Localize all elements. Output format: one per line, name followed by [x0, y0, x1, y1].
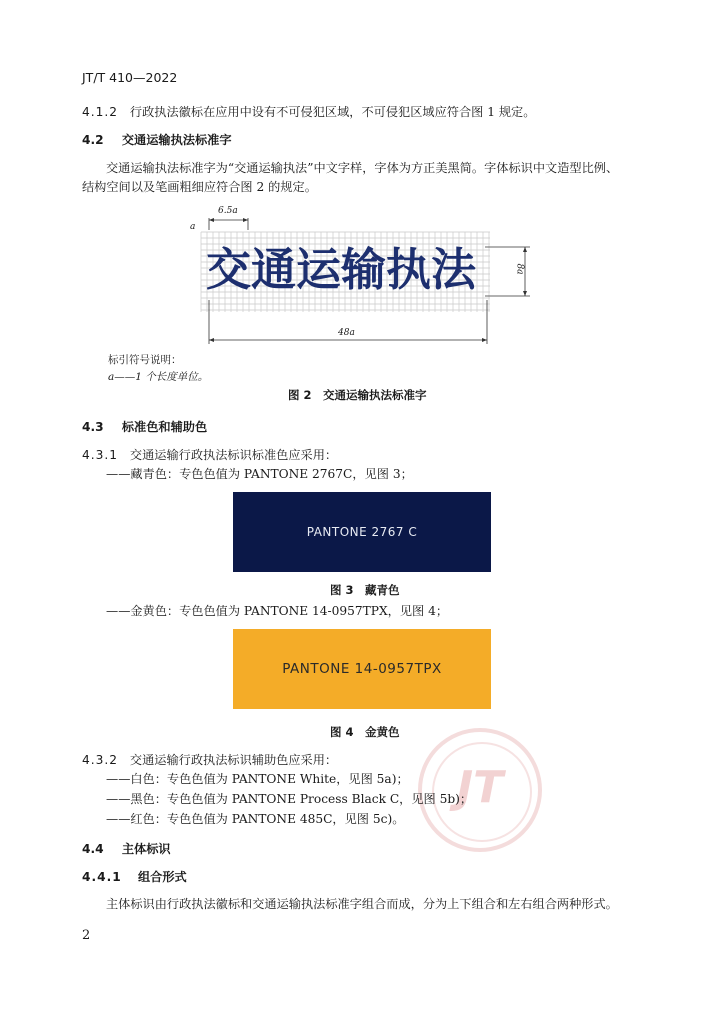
- section-4-1-2: [82, 103, 535, 121]
- section-title: 交通运输执法标准字: [121, 133, 232, 147]
- section-title: 主体标识: [121, 842, 171, 856]
- section-number: 4.3: [82, 420, 104, 434]
- section-4-4-1-heading: [82, 868, 187, 885]
- section-title: 标准色和辅助色: [121, 420, 208, 434]
- section-title: 组合形式: [137, 870, 187, 884]
- dim-top-label: 6.5a: [218, 206, 238, 216]
- section-4-2-para-line1: 交通运输执法标准字为“交通运输执法”中文字样，字体为方正美黑简。字体标识中文造型比例、: [106, 161, 619, 175]
- section-4-3-2: [82, 751, 337, 769]
- section-number: 4.1.2: [82, 105, 119, 119]
- section-number: 4.4: [82, 842, 104, 856]
- list-item-navy: ——藏青色：专色色值为 PANTONE 2767C，见图 3；: [106, 467, 413, 481]
- list-item-black: ——黑色：专色色值为 PANTONE Process Black C，见图 5b)；: [106, 792, 473, 806]
- figure-3-caption: 图 3 藏青色: [330, 583, 400, 597]
- legend-item: a——1 个长度单位。: [108, 371, 209, 383]
- section-4-2-para-line2: 结构空间以及笔画粗细应符合图 2 的规定。: [82, 180, 317, 194]
- figure-2: [190, 204, 540, 344]
- list-item-red: ——红色：专色色值为 PANTONE 485C，见图 5c)。: [106, 812, 405, 826]
- figure-2-caption: 图 2 交通运输执法标准字: [288, 388, 427, 402]
- section-4-4-1-para: 主体标识由行政执法徽标和交通运输执法标准字组合而成，分为上下组合和左右组合两种形式。: [106, 897, 618, 911]
- list-item-gold: ——金黄色：专色色值为 PANTONE 14-0957TPX，见图 4；: [106, 604, 449, 618]
- section-4-2-heading: [82, 131, 232, 148]
- watermark-text: JT: [456, 762, 504, 813]
- section-number: 4.4.1: [82, 870, 122, 884]
- dim-side-label: 8a: [514, 263, 525, 275]
- figure-4-caption: 图 4 金黄色: [330, 725, 400, 739]
- page-number: 2: [82, 928, 91, 943]
- swatch-navy-label: PANTONE 2767 C: [306, 525, 418, 539]
- section-text: 交通运输行政执法标识辅助色应采用：: [129, 753, 338, 767]
- doc-code: JT/T 410—2022: [82, 70, 178, 85]
- swatch-gold-label: PANTONE 14-0957TPX: [282, 661, 442, 677]
- standard-characters: 交通运输执法: [206, 243, 477, 296]
- dim-bottom-label: 48a: [338, 328, 355, 338]
- section-4-3-heading: [82, 418, 207, 435]
- list-item-white: ——白色：专色色值为 PANTONE White，见图 5a)；: [106, 772, 409, 786]
- section-number: 4.3.2: [82, 753, 119, 767]
- section-4-3-1: [82, 446, 337, 464]
- section-number: 4.2: [82, 133, 104, 147]
- section-number: 4.3.1: [82, 448, 119, 462]
- section-4-4-heading: [82, 840, 171, 857]
- section-text: 交通运输行政执法标识标准色应采用：: [129, 448, 338, 462]
- section-text: 行政执法徽标在应用中设有不可侵犯区域，不可侵犯区域应符合图 1 规定。: [129, 105, 536, 119]
- swatch-navy: [233, 492, 491, 572]
- legend-title: 标引符号说明：: [108, 354, 182, 366]
- swatch-gold: [233, 629, 491, 709]
- unit-marker: a: [190, 222, 196, 232]
